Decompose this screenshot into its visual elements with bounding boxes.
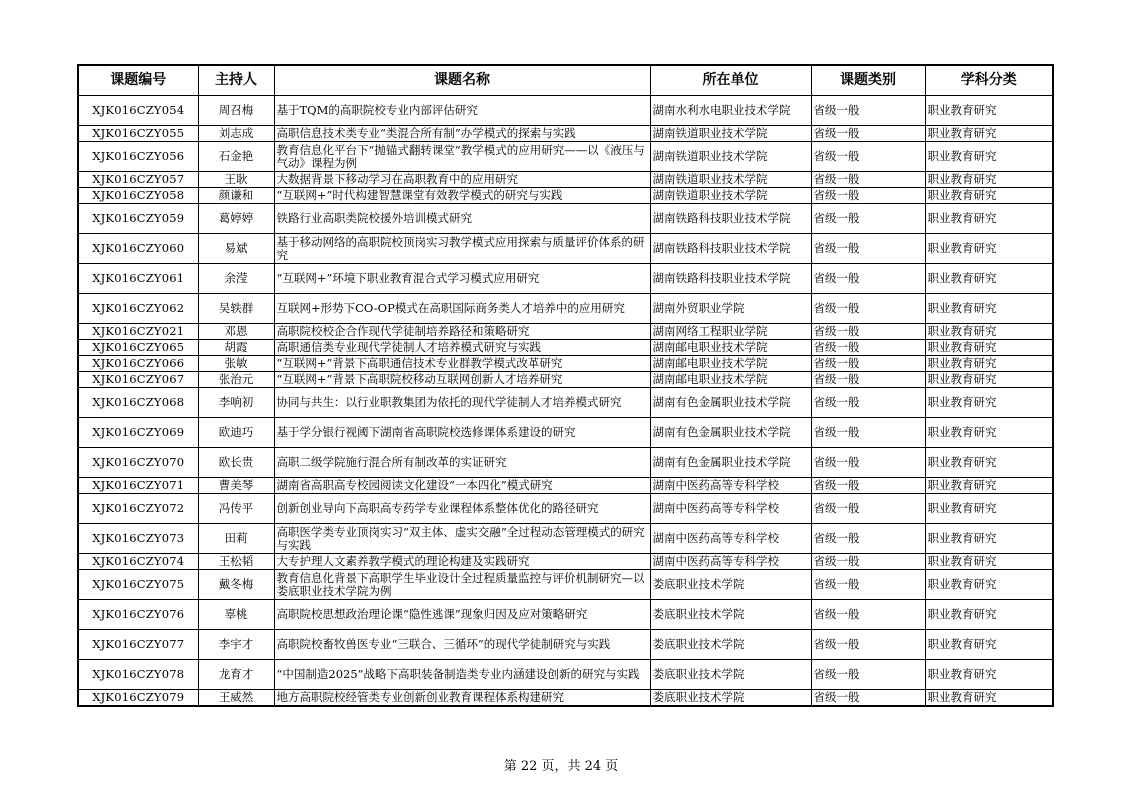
- table-row: [78, 142, 1053, 172]
- cell-project-title: 高职院校校企合作现代学徒制培养路径和策略研究: [274, 324, 650, 340]
- cell-category: 省级一般: [811, 96, 925, 126]
- cell-host: 田莉: [198, 524, 274, 554]
- cell-project-code: XJK016CZY079: [78, 690, 198, 706]
- cell-category: 省级一般: [811, 690, 925, 706]
- cell-project-code: XJK016CZY077: [78, 630, 198, 660]
- cell-project-title: 湖南省高职高专校园阅读文化建设“一本四化”模式研究: [274, 478, 650, 494]
- cell-unit: 湖南邮电职业技术学院: [650, 372, 811, 388]
- cell-unit: 湖南铁道职业技术学院: [650, 142, 811, 172]
- cell-category: 省级一般: [811, 372, 925, 388]
- cell-project-code: XJK016CZY072: [78, 494, 198, 524]
- cell-field: 职业教育研究: [925, 356, 1053, 372]
- cell-unit: 湖南中医药高等专科学校: [650, 554, 811, 570]
- cell-project-title: “中国制造2025”战略下高职装备制造类专业内涵建设创新的研究与实践: [274, 660, 650, 690]
- cell-project-title: 基于学分银行视阈下湖南省高职院校选修课体系建设的研究: [274, 418, 650, 448]
- cell-host: 冯传平: [198, 494, 274, 524]
- table-row: [78, 660, 1053, 690]
- cell-host: 张治元: [198, 372, 274, 388]
- cell-project-code: XJK016CZY071: [78, 478, 198, 494]
- table-row: [78, 264, 1053, 294]
- cell-field: 职业教育研究: [925, 126, 1053, 142]
- cell-category: 省级一般: [811, 204, 925, 234]
- cell-host: 吴轶群: [198, 294, 274, 324]
- cell-project-title: 基于TQM的高职院校专业内部评估研究: [274, 96, 650, 126]
- table-row: [78, 524, 1053, 554]
- cell-host: 李宇才: [198, 630, 274, 660]
- table-body: [78, 96, 1053, 706]
- table-row: [78, 96, 1053, 126]
- cell-host: 颜谦和: [198, 188, 274, 204]
- cell-field: 职业教育研究: [925, 172, 1053, 188]
- cell-project-code: XJK016CZY061: [78, 264, 198, 294]
- cell-field: 职业教育研究: [925, 600, 1053, 630]
- cell-host: 周召梅: [198, 96, 274, 126]
- cell-project-code: XJK016CZY057: [78, 172, 198, 188]
- cell-project-code: XJK016CZY062: [78, 294, 198, 324]
- table-row: [78, 188, 1053, 204]
- cell-field: 职业教育研究: [925, 372, 1053, 388]
- cell-category: 省级一般: [811, 126, 925, 142]
- table-row: [78, 418, 1053, 448]
- cell-unit: 湖南邮电职业技术学院: [650, 340, 811, 356]
- cell-unit: 湖南网络工程职业学院: [650, 324, 811, 340]
- table-row: [78, 690, 1053, 706]
- header-category: 课题类别: [811, 65, 925, 96]
- cell-host: 余滢: [198, 264, 274, 294]
- table-row: [78, 340, 1053, 356]
- cell-project-code: XJK016CZY073: [78, 524, 198, 554]
- cell-host: 胡霞: [198, 340, 274, 356]
- cell-field: 职业教育研究: [925, 294, 1053, 324]
- cell-category: 省级一般: [811, 478, 925, 494]
- cell-field: 职业教育研究: [925, 204, 1053, 234]
- cell-field: 职业教育研究: [925, 448, 1053, 478]
- cell-field: 职业教育研究: [925, 554, 1053, 570]
- cell-project-title: 大专护理人文素养教学模式的理论构建及实践研究: [274, 554, 650, 570]
- cell-project-code: XJK016CZY067: [78, 372, 198, 388]
- cell-project-title: 创新创业导向下高职高专药学专业课程体系整体优化的路径研究: [274, 494, 650, 524]
- cell-unit: 湖南中医药高等专科学校: [650, 524, 811, 554]
- cell-field: 职业教育研究: [925, 570, 1053, 600]
- cell-project-code: XJK016CZY054: [78, 96, 198, 126]
- cell-project-code: XJK016CZY055: [78, 126, 198, 142]
- table-row: [78, 630, 1053, 660]
- cell-field: 职业教育研究: [925, 388, 1053, 418]
- cell-field: 职业教育研究: [925, 340, 1053, 356]
- cell-category: 省级一般: [811, 448, 925, 478]
- cell-category: 省级一般: [811, 554, 925, 570]
- cell-project-code: XJK016CZY059: [78, 204, 198, 234]
- cell-project-code: XJK016CZY056: [78, 142, 198, 172]
- cell-host: 石金艳: [198, 142, 274, 172]
- table-row: [78, 388, 1053, 418]
- cell-project-title: 高职信息技术类专业“类混合所有制”办学模式的探索与实践: [274, 126, 650, 142]
- cell-field: 职业教育研究: [925, 324, 1053, 340]
- table-row: [78, 478, 1053, 494]
- header-project-code: 课题编号: [78, 65, 198, 96]
- cell-unit: 湖南铁道职业技术学院: [650, 172, 811, 188]
- header-host: 主持人: [198, 65, 274, 96]
- cell-project-title: “互联网+”环境下职业教育混合式学习模式应用研究: [274, 264, 650, 294]
- cell-unit: 湖南有色金属职业技术学院: [650, 448, 811, 478]
- cell-field: 职业教育研究: [925, 660, 1053, 690]
- cell-project-code: XJK016CZY074: [78, 554, 198, 570]
- cell-unit: 湖南水利水电职业技术学院: [650, 96, 811, 126]
- cell-category: 省级一般: [811, 356, 925, 372]
- cell-host: 王耿: [198, 172, 274, 188]
- cell-unit: 湖南有色金属职业技术学院: [650, 418, 811, 448]
- cell-project-code: XJK016CZY069: [78, 418, 198, 448]
- cell-project-code: XJK016CZY060: [78, 234, 198, 264]
- cell-host: 张敏: [198, 356, 274, 372]
- table-row: [78, 356, 1053, 372]
- cell-host: 易斌: [198, 234, 274, 264]
- cell-unit: 湖南邮电职业技术学院: [650, 356, 811, 372]
- cell-unit: 娄底职业技术学院: [650, 660, 811, 690]
- cell-project-title: “互联网+”背景下高职院校移动互联网创新人才培养研究: [274, 372, 650, 388]
- cell-field: 职业教育研究: [925, 494, 1053, 524]
- cell-field: 职业教育研究: [925, 234, 1053, 264]
- cell-field: 职业教育研究: [925, 264, 1053, 294]
- cell-host: 李响初: [198, 388, 274, 418]
- cell-host: 邓恩: [198, 324, 274, 340]
- cell-project-title: 教育信息化背景下高职学生毕业设计全过程质量监控与评价机制研究—以娄底职业技术学院为例: [274, 570, 650, 600]
- cell-project-code: XJK016CZY066: [78, 356, 198, 372]
- cell-category: 省级一般: [811, 388, 925, 418]
- cell-host: 王松韬: [198, 554, 274, 570]
- cell-project-code: XJK016CZY078: [78, 660, 198, 690]
- cell-host: 龙育才: [198, 660, 274, 690]
- cell-host: 曹美琴: [198, 478, 274, 494]
- cell-project-code: XJK016CZY065: [78, 340, 198, 356]
- cell-category: 省级一般: [811, 234, 925, 264]
- cell-category: 省级一般: [811, 600, 925, 630]
- cell-unit: 湖南铁路科技职业技术学院: [650, 264, 811, 294]
- cell-project-title: 高职二级学院施行混合所有制改革的实证研究: [274, 448, 650, 478]
- cell-category: 省级一般: [811, 494, 925, 524]
- cell-host: 戴冬梅: [198, 570, 274, 600]
- cell-unit: 娄底职业技术学院: [650, 570, 811, 600]
- cell-category: 省级一般: [811, 418, 925, 448]
- cell-project-title: 高职通信类专业现代学徒制人才培养模式研究与实践: [274, 340, 650, 356]
- cell-project-code: XJK016CZY070: [78, 448, 198, 478]
- cell-category: 省级一般: [811, 172, 925, 188]
- cell-category: 省级一般: [811, 570, 925, 600]
- cell-project-title: 地方高职院校经管类专业创新创业教育课程体系构建研究: [274, 690, 650, 706]
- cell-category: 省级一般: [811, 660, 925, 690]
- cell-host: 王威然: [198, 690, 274, 706]
- page-number: 第 22 页，共 24 页: [503, 759, 619, 774]
- cell-host: 葛婷婷: [198, 204, 274, 234]
- cell-unit: 湖南有色金属职业技术学院: [650, 388, 811, 418]
- cell-project-title: 高职医学类专业顶岗实习“双主体、虚实交融”全过程动态管理模式的研究与实践: [274, 524, 650, 554]
- cell-category: 省级一般: [811, 188, 925, 204]
- table-row: [78, 234, 1053, 264]
- cell-field: 职业教育研究: [925, 478, 1053, 494]
- cell-unit: 湖南铁道职业技术学院: [650, 126, 811, 142]
- cell-field: 职业教育研究: [925, 630, 1053, 660]
- header-project-title: 课题名称: [274, 65, 650, 96]
- cell-project-title: 基于移动网络的高职院校顶岗实习教学模式应用探索与质量评价体系的研究: [274, 234, 650, 264]
- cell-field: 职业教育研究: [925, 690, 1053, 706]
- project-table: [77, 64, 1054, 707]
- cell-project-title: 铁路行业高职类院校援外培训模式研究: [274, 204, 650, 234]
- cell-project-title: 协同与共生：以行业职教集团为依托的现代学徒制人才培养模式研究: [274, 388, 650, 418]
- cell-unit: 湖南外贸职业学院: [650, 294, 811, 324]
- cell-unit: 湖南铁路科技职业技术学院: [650, 204, 811, 234]
- cell-category: 省级一般: [811, 264, 925, 294]
- cell-category: 省级一般: [811, 294, 925, 324]
- cell-unit: 湖南铁路科技职业技术学院: [650, 234, 811, 264]
- cell-project-title: 高职院校畜牧兽医专业“三联合、三循环”的现代学徒制研究与实践: [274, 630, 650, 660]
- cell-category: 省级一般: [811, 524, 925, 554]
- cell-host: 辜桃: [198, 600, 274, 630]
- cell-project-title: 大数据背景下移动学习在高职教育中的应用研究: [274, 172, 650, 188]
- cell-category: 省级一般: [811, 340, 925, 356]
- table-row: [78, 324, 1053, 340]
- cell-field: 职业教育研究: [925, 96, 1053, 126]
- cell-project-title: “互联网+”时代构建智慧课堂有效教学模式的研究与实践: [274, 188, 650, 204]
- header-field: 学科分类: [925, 65, 1053, 96]
- cell-field: 职业教育研究: [925, 188, 1053, 204]
- cell-host: 刘志成: [198, 126, 274, 142]
- table-row: [78, 554, 1053, 570]
- table-row: [78, 372, 1053, 388]
- cell-project-code: XJK016CZY075: [78, 570, 198, 600]
- cell-project-code: XJK016CZY076: [78, 600, 198, 630]
- cell-project-title: 高职院校思想政治理论课“隐性逃课”现象归因及应对策略研究: [274, 600, 650, 630]
- cell-project-title: 教育信息化平台下“抛锚式翻转课堂”教学模式的应用研究——以《液压与气动》课程为例: [274, 142, 650, 172]
- table-row: [78, 172, 1053, 188]
- cell-field: 职业教育研究: [925, 418, 1053, 448]
- table-row: [78, 600, 1053, 630]
- cell-unit: 湖南铁道职业技术学院: [650, 188, 811, 204]
- cell-category: 省级一般: [811, 630, 925, 660]
- cell-host: 欧迪巧: [198, 418, 274, 448]
- table-row: [78, 570, 1053, 600]
- cell-category: 省级一般: [811, 324, 925, 340]
- cell-unit: 湖南中医药高等专科学校: [650, 478, 811, 494]
- table-row: [78, 294, 1053, 324]
- table-row: [78, 494, 1053, 524]
- cell-unit: 娄底职业技术学院: [650, 630, 811, 660]
- cell-unit: 娄底职业技术学院: [650, 600, 811, 630]
- header-unit: 所在单位: [650, 65, 811, 96]
- cell-unit: 湖南中医药高等专科学校: [650, 494, 811, 524]
- cell-project-title: 互联网+形势下CO-OP模式在高职国际商务类人才培养中的应用研究: [274, 294, 650, 324]
- cell-project-code: XJK016CZY068: [78, 388, 198, 418]
- cell-project-code: XJK016CZY058: [78, 188, 198, 204]
- table-row: [78, 126, 1053, 142]
- cell-project-title: “互联网+”背景下高职通信技术专业群教学模式改革研究: [274, 356, 650, 372]
- table-header-row: [78, 65, 1053, 96]
- cell-host: 欧长贵: [198, 448, 274, 478]
- table-row: [78, 204, 1053, 234]
- table-row: [78, 448, 1053, 478]
- cell-field: 职业教育研究: [925, 524, 1053, 554]
- cell-category: 省级一般: [811, 142, 925, 172]
- cell-project-code: XJK016CZY021: [78, 324, 198, 340]
- cell-field: 职业教育研究: [925, 142, 1053, 172]
- cell-unit: 娄底职业技术学院: [650, 690, 811, 706]
